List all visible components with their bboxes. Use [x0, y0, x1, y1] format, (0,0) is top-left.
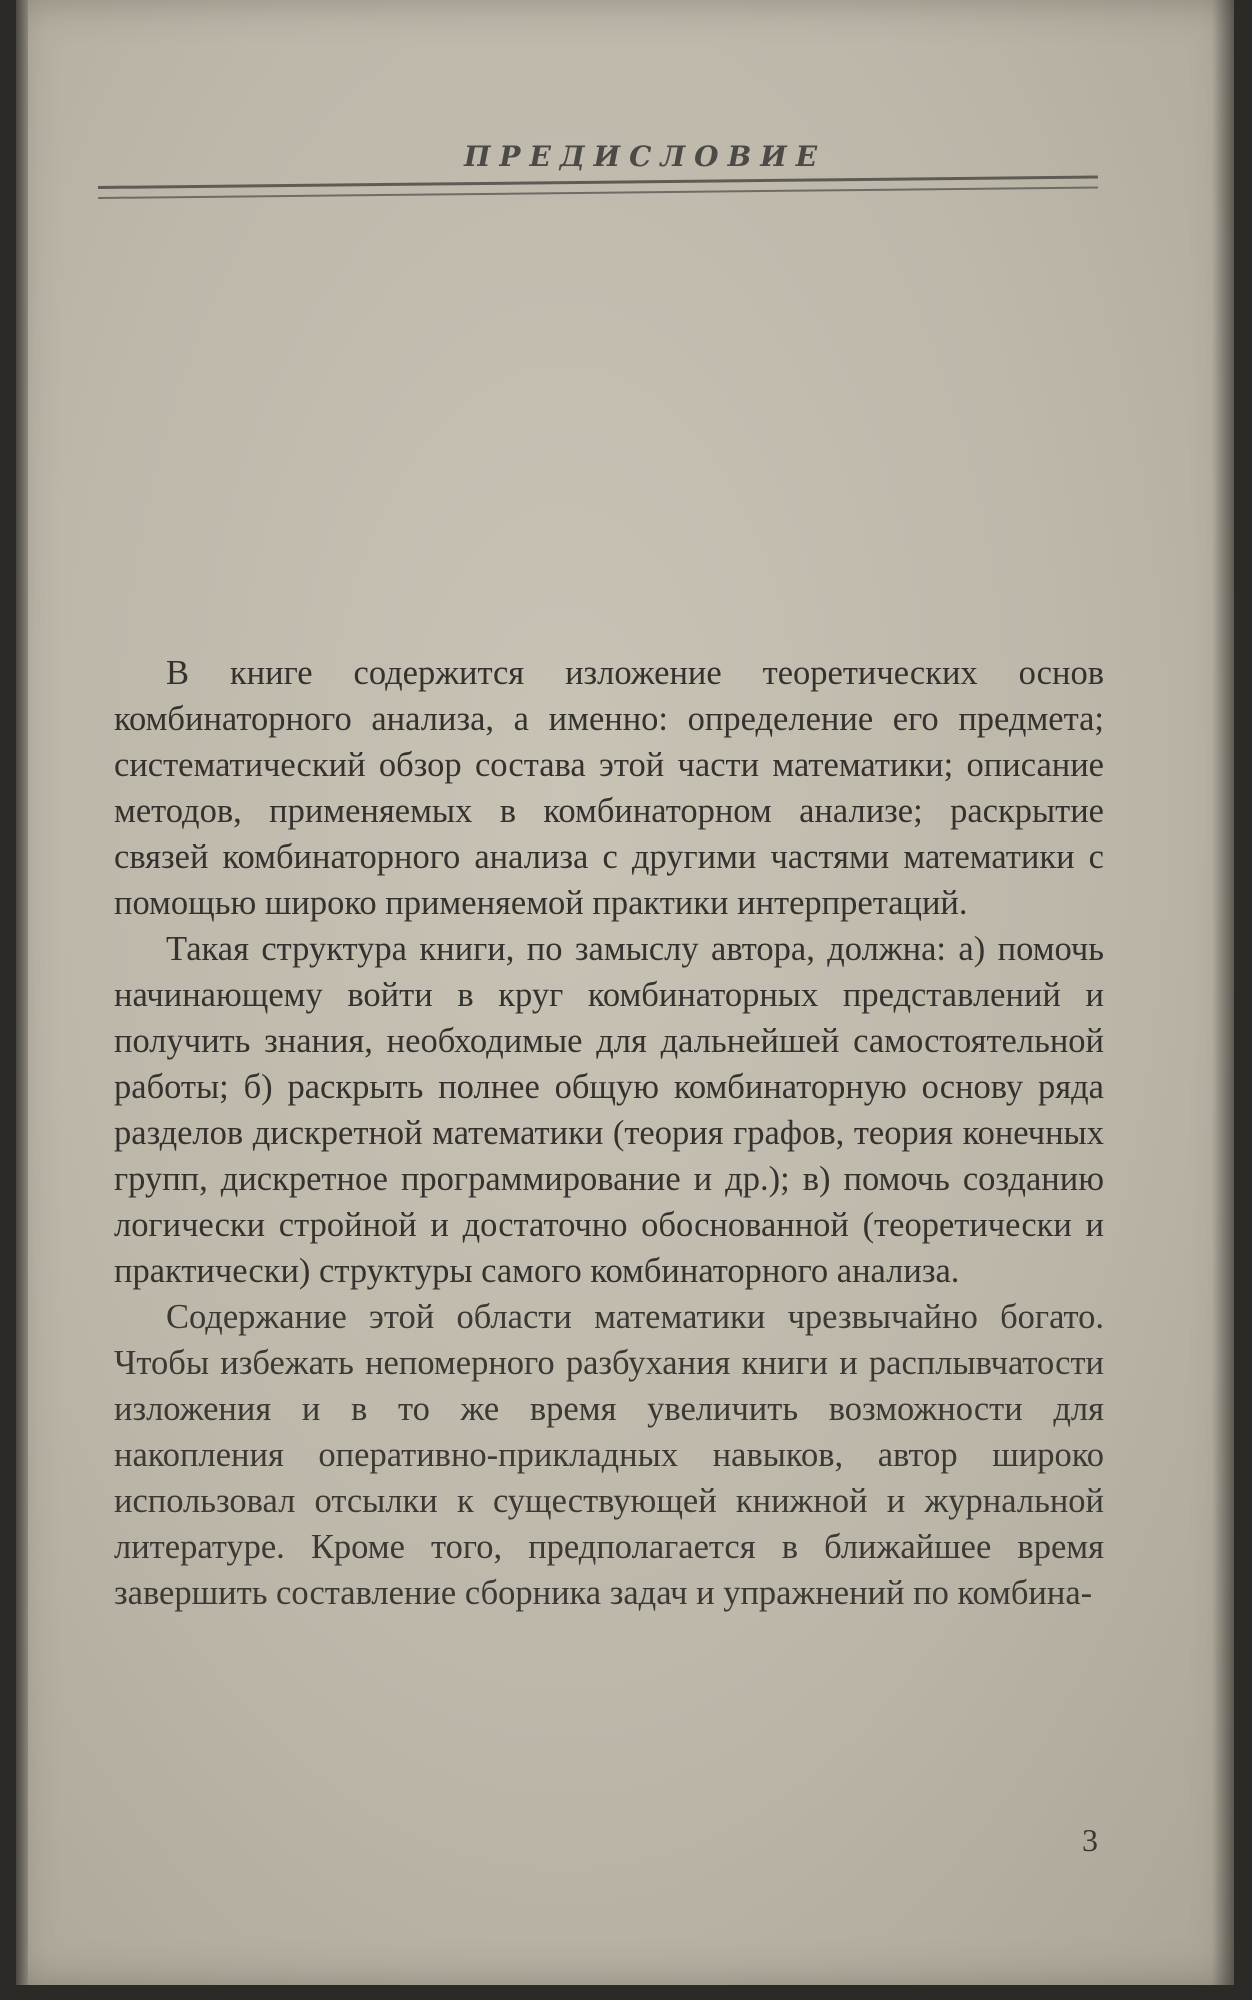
header-divider: [98, 176, 1098, 199]
book-page: [16, 0, 1234, 1985]
chapter-header: [16, 140, 1234, 173]
page-binding-edge: [16, 0, 28, 1985]
paragraph-1: В книге содержится изложение теоретических основ комбинаторного анализа, а именно: определение его предмета; систематический обзор состава этой части математики; описание методов, применяемых в комбинаторном анализе; раскрытие связей комбинаторного анализа с другими частями математики с помощью широко применяемой практики интерпретаций.: [114, 654, 1104, 922]
page-number: 3: [1082, 1822, 1098, 1858]
paragraph-3: Содержание этой области математики чрезвычайно богато. Чтобы избежать непомерного разбухания книги и расплывчатости изложения и в то же время увеличить возможности для накопления оперативно-прикладных навыков, автор широко использовал отсылки к существующей книжной и журнальной литературе. Кроме того, предполагается в ближайшее время завершить составление сборника задач и упражнений по комбина-: [114, 1298, 1104, 1612]
page-outer-edge: [1212, 0, 1234, 1985]
body-text: [114, 650, 1104, 1616]
chapter-title: ПРЕДИСЛОВИЕ: [463, 140, 827, 173]
paragraph-2: Такая структура книги, по замыслу автора, должна: а) помочь начинающему войти в круг комбинаторных представлений и получить знания, необходимые для дальнейшей самостоятельной работы; б) раскрыть полнее общую комбинаторную основу ряда разделов дискретной математики (теория графов, теория конечных групп, дискретное программирование и др.); в) помочь созданию логически стройной и достаточно обоснованной (теоретически и практически) структуры самого комбинаторного анализа.: [114, 930, 1104, 1290]
